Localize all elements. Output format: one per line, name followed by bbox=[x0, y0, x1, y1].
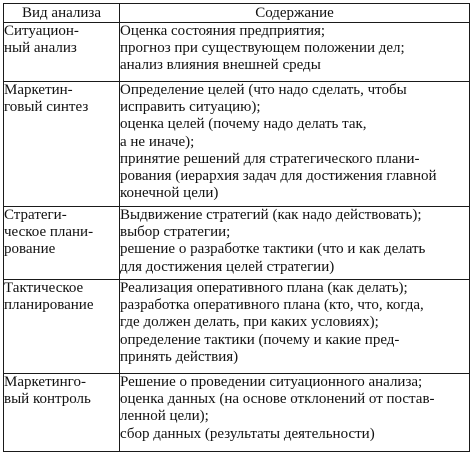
analysis-type-cell: Ситуацион- ный анализ bbox=[4, 23, 120, 82]
analysis-type-cell: Маркетинго- вый контроль bbox=[4, 374, 120, 452]
content-cell bbox=[120, 82, 470, 207]
header-content: Содержание bbox=[120, 4, 470, 23]
content-cell bbox=[120, 374, 470, 452]
content-line: где должен делать, при каких условиях); bbox=[120, 314, 379, 331]
table-header-row bbox=[4, 4, 470, 23]
table-row bbox=[4, 280, 470, 374]
table-row bbox=[4, 207, 470, 280]
content-line: а не иначе); bbox=[120, 133, 195, 150]
table-row bbox=[4, 82, 470, 207]
header-analysis-type: Вид анализа bbox=[4, 4, 120, 23]
content-cell bbox=[120, 23, 470, 82]
content-line: оценка целей (почему надо делать так, bbox=[120, 116, 367, 133]
content-line: ленной цели); bbox=[120, 408, 209, 425]
analysis-type-cell: Тактическое планирование bbox=[4, 280, 120, 374]
content-line: Оценка состояния предприятия; bbox=[120, 23, 326, 39]
content-line: рования (иерархия задач для достижения главной bbox=[120, 168, 437, 185]
analysis-table bbox=[3, 3, 470, 452]
content-line: Решение о проведении ситуационного анализа; bbox=[120, 374, 423, 390]
content-line: конечной цели) bbox=[120, 185, 219, 202]
content-line: Определение целей (что надо сделать, чтобы bbox=[120, 82, 407, 98]
content-cell bbox=[120, 280, 470, 374]
content-line: для достижения целей стратегии) bbox=[120, 258, 335, 275]
content-line: Реализация оперативного плана (как делать); bbox=[120, 280, 408, 296]
content-line: оценка данных (на основе отклонений от постав- bbox=[120, 391, 435, 408]
content-line: исправить ситуацию); bbox=[120, 99, 261, 116]
content-line: анализ влияния внешней среды bbox=[120, 57, 321, 74]
content-line: разработка оперативного плана (кто, что, когда, bbox=[120, 297, 424, 314]
content-line: прогноз при существующем положении дел; bbox=[120, 40, 405, 57]
content-line: принять действия) bbox=[120, 348, 239, 365]
content-line: сбор данных (результаты деятельности) bbox=[120, 425, 375, 442]
content-line: принятие решений для стратегического плани- bbox=[120, 150, 420, 167]
content-cell bbox=[120, 207, 470, 280]
table-row bbox=[4, 23, 470, 82]
table-row bbox=[4, 374, 470, 452]
content-line: Выдвижение стратегий (как надо действовать); bbox=[120, 207, 422, 223]
analysis-type-cell: Маркетин- говый синтез bbox=[4, 82, 120, 207]
content-line: определение тактики (почему и какие пред- bbox=[120, 331, 400, 348]
content-line: выбор стратегии; bbox=[120, 224, 231, 241]
content-line: решение о разработке тактики (что и как делать bbox=[120, 241, 426, 258]
analysis-type-cell: Стратеги- ческое плани- рование bbox=[4, 207, 120, 280]
